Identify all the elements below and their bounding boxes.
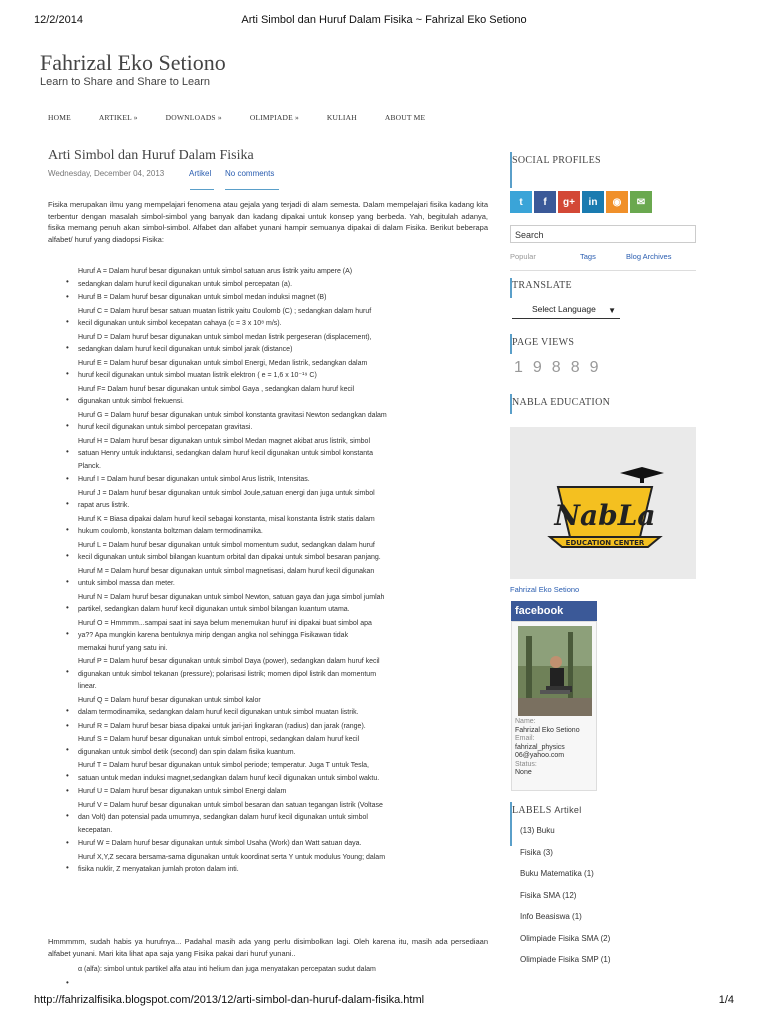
list-item-line: partikel, sedangkan dalam huruf kecil digunakan untuk simbol bilangan kuantum utama.: [78, 606, 350, 613]
list-item-line: dalam termodinamika, sedangkan dalam huruf kecil digunakan untuk simbol muatan listrik.: [78, 709, 359, 716]
tab-tags[interactable]: Tags: [580, 252, 596, 261]
list-item-line: Huruf J = Dalam huruf besar digunakan untuk simbol Joule,satuan energi dan juga untuk simbol: [78, 489, 375, 497]
fb-status-key: Status:: [515, 760, 537, 768]
meta-underline: [225, 189, 279, 190]
list-item-line: Huruf N = Dalam huruf besar digunakan untuk simbol Newton, satuan gaya dan juga simbol jumlah: [78, 593, 385, 601]
linkedin-icon[interactable]: in: [582, 191, 604, 213]
list-item-line: kecepatan.: [78, 826, 113, 834]
list-bullet: •: [66, 368, 69, 378]
print-url: http://fahrizalfisika.blogspot.com/2013/12/arti-simbol-dan-huruf-dalam-fisika.html: [34, 994, 425, 1006]
alpha-item: α (alfa): simbol untuk partikel alfa atau inti helium dan juga menyatakan percepatan sudut dalam: [78, 966, 376, 973]
list-item-line: sedangkan dalam huruf kecil digunakan untuk simbol percepatan (a).: [78, 280, 293, 288]
language-select[interactable]: [512, 304, 620, 322]
pageviews-heading: PAGE VIEWS: [512, 337, 575, 348]
chevron-down-icon: ▼: [608, 306, 616, 315]
list-item-line: kecil digunakan untuk simbol kecepatan cahaya (c = 3 x 10⁸ m/s).: [78, 320, 282, 327]
list-item-line: Huruf V = Dalam huruf besar digunakan untuk simbol besaran dan satuan tegangan listrik (Voltase: [78, 801, 383, 809]
list-item-line: Huruf I = Dalam huruf besar digunakan untuk simbol Arus listrik, Intensitas.: [78, 476, 310, 483]
nabla-heading: NABLA EDUCATION: [512, 397, 611, 408]
list-item-line: Huruf X,Y,Z secara bersama-sama digunakan untuk koordinat serta Y untuk modulus Young; dalam: [78, 853, 386, 861]
list-bullet: •: [66, 342, 69, 352]
list-item-line: rapat arus listrik.: [78, 502, 130, 509]
list-item-line: Huruf R = Dalam huruf besar biasa dipakai untuk jari-jari lingkaran (radius) dan jarak (range).: [78, 722, 366, 730]
heading-accent: [510, 822, 512, 846]
list-bullet: •: [66, 277, 69, 287]
tab-popular[interactable]: Popular: [510, 252, 536, 261]
list-bullet: •: [66, 720, 69, 730]
nav-downloads[interactable]: DOWNLOADS »: [165, 113, 222, 122]
list-bullet: •: [66, 446, 69, 456]
list-item-line: Huruf S = Dalam huruf besar digunakan untuk simbol entropi, sedangkan dalam huruf kecil: [78, 736, 360, 743]
list-bullet: •: [66, 474, 69, 483]
nav-home[interactable]: HOME: [48, 113, 71, 122]
list-item-line: kecil digunakan untuk simbol bilangan kuantum orbital dan dipakai untuk simbol besaran panjang.: [78, 554, 381, 561]
list-item-line: Huruf B = Dalam huruf besar digunakan untuk simbol medan induksi magnet (B): [78, 294, 327, 301]
list-item-line: dan Volt) dan potensial pada umumnya, sedangkan dalam huruf kecil digunakan untuk simbol: [78, 814, 368, 821]
list-item-line: Huruf U = Dalam huruf besar digunakan untuk simbol Energi dalam: [78, 788, 287, 795]
list-item: [78, 474, 474, 487]
labels-heading: [512, 805, 582, 816]
list-bullet: •: [66, 550, 69, 560]
list-item-line: satuan untuk medan induksi magnet,sedangkan dalam huruf kecil digunakan untuk simbol waktu.: [78, 774, 380, 782]
blog-description: Learn to Share and Share to Learn: [40, 76, 211, 88]
list-bullet: •: [66, 576, 69, 586]
list-item: [78, 488, 474, 513]
list-item: [78, 618, 474, 656]
fb-email: fahrizal_physics 06@yahoo.com: [515, 743, 565, 759]
post-closing: Hmmmmm, sudah habis ya hurufnya... Padahal masih ada yang perlu disimbolkan lagi. Oleh karena itu, masih ada persediaan alfabet yunani. Mari kita lihat apa saja yang Fisika pakai dari huruf yunani..: [48, 937, 488, 958]
list-bullet: •: [66, 786, 69, 795]
list-item-line: hukum coulomb, konstanta boltzman dalam termodinamika.: [78, 528, 263, 535]
list-item-line: Huruf A = Dalam huruf besar digunakan untuk simbol satuan arus listrik yaitu ampere (A): [78, 268, 353, 275]
nabla-logo-image[interactable]: [510, 427, 696, 579]
email-icon[interactable]: ✉: [630, 191, 652, 213]
list-item: [78, 410, 474, 435]
heading-accent: [510, 164, 512, 188]
list-item-line: satuan Henry untuk induktansi, sedangkan dalam huruf kecil digunakan untuk simbol konstanta: [78, 450, 373, 457]
list-item-line: linear.: [78, 683, 97, 690]
list-item: [78, 838, 474, 851]
list-item-line: Huruf E = Dalam huruf besar digunakan untuk simbol Energi, Medan listrik, sedangkan dalam: [78, 359, 368, 367]
search-input[interactable]: Search: [510, 225, 696, 243]
print-date: 12/2/2014: [34, 14, 83, 26]
social-icons: [510, 191, 652, 213]
fb-email-key: Email:: [515, 735, 535, 742]
list-item: [78, 292, 474, 305]
list-bullet: •: [66, 838, 69, 847]
post-comments-link[interactable]: No comments: [225, 169, 275, 178]
post-date: Wednesday, December 04, 2013: [48, 169, 165, 178]
labels-heading-text: LABELS: [512, 805, 552, 816]
list-item-line: fisika nuklir, Z menyatakan jumlah proton dalam inti.: [78, 866, 239, 873]
list-item-line: digunakan untuk simbol frekuensi.: [78, 398, 184, 405]
list-item: [78, 800, 474, 838]
list-item-line: untuk simbol massa dan meter.: [78, 580, 175, 587]
list-item: [78, 332, 474, 357]
list-bullet: •: [66, 862, 69, 872]
list-item-line: Huruf D = Dalam huruf besar digunakan untuk simbol medan listrik pergeseran (displacement),: [78, 333, 372, 341]
post-intro: Fisika merupakan ilmu yang mempelajari fenomena atau gejala yang terjadi di alam semesta. Dalam mempelajari fisika kadang kita terbentur dengan masalah simbol-simbol yang banyak dan kadang dipakai untuk konsep yang berbeda. Yah, begitulah adanya, fisika memang penuh akan simbol-simbol. Alfabet dan alfabet yunani hampir semuanya dipakai di dalam Fisika. Berikut beberapa alfabet/ huruf yang diadopsi Fisika:: [48, 200, 488, 244]
nabla-logo-subtext: EDUCATION CENTER: [565, 539, 645, 547]
print-title: Arti Simbol dan Huruf Dalam Fisika ~ Fahrizal Eko Setiono: [241, 14, 527, 26]
list-bullet: •: [66, 602, 69, 612]
list-item-line: Huruf W = Dalam huruf besar digunakan untuk simbol Usaha (Work) dan Watt satuan daya.: [78, 840, 362, 847]
fb-status: None: [515, 769, 532, 776]
label-link[interactable]: Olimpiade Fisika SMP (1): [520, 955, 611, 964]
label-link[interactable]: Info Beasiswa (1): [520, 912, 582, 921]
nav-about-me[interactable]: ABOUT ME: [384, 113, 426, 122]
list-bullet: •: [66, 628, 69, 638]
nabla-caption[interactable]: Fahrizal Eko Setiono: [510, 585, 580, 594]
list-item-line: huruf kecil digunakan untuk simbol muatan listrik elektron ( e = 1,6 x 10⁻¹⁹ C): [78, 372, 317, 379]
list-bullet: •: [66, 292, 69, 301]
nabla-logo-text: NabLa: [554, 499, 656, 532]
list-item: [78, 266, 474, 291]
label-link[interactable]: Fisika SMA (12): [520, 890, 577, 900]
fb-name: Fahrizal Eko Setiono: [515, 726, 580, 734]
list-item-line: Huruf P = Dalam huruf besar digunakan untuk simbol Daya (power), sedangkan dalam huruf kecil: [78, 658, 380, 665]
list-bullet: •: [66, 810, 69, 820]
list-item: [78, 306, 474, 331]
post-title: Arti Simbol dan Huruf Dalam Fisika: [48, 148, 254, 163]
list-bullet: •: [66, 420, 69, 430]
list-item: [78, 760, 474, 785]
list-bullet: •: [66, 498, 69, 508]
list-item-line: Huruf F= Dalam huruf besar digunakan untuk simbol Gaya , sedangkan dalam huruf kecil: [78, 385, 355, 393]
list-bullet: •: [66, 667, 69, 677]
meta-underline: [190, 189, 214, 190]
list-bullet: •: [66, 978, 69, 987]
nabla-logo: [510, 427, 696, 579]
facebook-badge-header[interactable]: facebook: [511, 601, 597, 621]
nav-artikel[interactable]: ARTIKEL »: [98, 113, 138, 122]
list-item: [78, 695, 474, 720]
list-item-line: Huruf G = Dalam huruf besar digunakan untuk simbol konstanta gravitasi Newton sedangkan dalam: [78, 411, 387, 419]
label-link[interactable]: Fisika (3): [520, 847, 553, 857]
rss-icon[interactable]: ◉: [606, 191, 628, 213]
list-item: [78, 786, 474, 799]
list-item: [78, 436, 474, 474]
blog-title[interactable]: Fahrizal Eko Setiono: [40, 50, 226, 75]
list-item: [78, 592, 474, 617]
list-item-line: digunakan untuk simbol detik (second) dan spin dalam fisika kuantum.: [78, 748, 296, 756]
list-item-line: sedangkan dalam huruf kecil digunakan untuk simbol jarak (distance): [78, 346, 293, 353]
list-item: [78, 384, 474, 409]
fb-name-key: Name:: [515, 718, 536, 725]
twitter-icon[interactable]: t: [510, 191, 532, 213]
list-bullet: •: [66, 771, 69, 781]
facebook-icon[interactable]: f: [534, 191, 556, 213]
label-link[interactable]: (13) Buku: [520, 826, 555, 835]
list-item: [78, 852, 474, 877]
tab-blog-archives[interactable]: Blog Archives: [626, 252, 672, 261]
list-item: [78, 514, 474, 539]
list-item-line: ya?? Apa mungkin karena bentuknya mirip dengan angka nol sehingga Fisikawan tidak: [78, 632, 349, 639]
tabs-divider: [510, 270, 696, 271]
list-item-line: Huruf H = Dalam huruf besar digunakan untuk simbol Medan magnet akibat arus listrik, simbol: [78, 437, 371, 445]
list-bullet: •: [66, 316, 69, 326]
list-item: [78, 734, 474, 759]
list-item-line: Huruf T = Dalam huruf besar digunakan untuk simbol periode; temperatur. Juga T untuk Tesla,: [78, 762, 369, 769]
list-item-line: Huruf K = Biasa dipakai dalam huruf kecil sebagai konstanta, misal konstanta listrik statis dalam: [78, 515, 375, 523]
language-select-value: Select Language: [532, 304, 596, 314]
list-item-line: digunakan untuk simbol tekanan (pressure); polarisasi listrik; momen dipol listrik dan momentum: [78, 670, 377, 678]
facebook-badge[interactable]: [511, 621, 597, 791]
list-item-line: Huruf M = Dalam huruf besar digunakan untuk simbol magnetisasi, dalam huruf kecil digunakan: [78, 567, 375, 575]
list-item-line: Huruf Q = Dalam huruf besar digunakan untuk simbol kalor: [78, 696, 261, 704]
post-label-link[interactable]: Artikel: [189, 169, 212, 178]
facebook-info: [515, 718, 595, 778]
list-bullet: •: [66, 394, 69, 404]
label-link[interactable]: Olimpiade Fisika SMA (2): [520, 933, 611, 943]
list-item-line: Huruf O = Hmmmm...sampai saat ini saya belum menemukan huruf ini dipakai buat simbol apa: [78, 619, 372, 627]
list-item-line: Huruf C = Dalam huruf besar satuan muatan listrik yaitu Coulomb (C) ; sedangkan dalam huruf: [78, 307, 372, 315]
label-link[interactable]: Buku Matematika (1): [520, 869, 594, 878]
list-item-line: Huruf L = Dalam huruf besar digunakan untuk simbol momentum sudut, sedangkan dalam huruf: [78, 541, 375, 549]
nav-kuliah[interactable]: KULIAH: [326, 113, 357, 122]
list-bullet: •: [66, 524, 69, 534]
select-underline: [512, 318, 620, 319]
list-item-line: memakai huruf yang satu ini.: [78, 644, 168, 652]
print-page-number: 1/4: [718, 994, 734, 1006]
translate-heading: TRANSLATE: [512, 280, 572, 291]
labels-subheading: Artikel: [554, 805, 582, 815]
list-bullet: •: [66, 705, 69, 715]
list-item: [78, 721, 474, 734]
pageviews-counter: 19889: [514, 359, 609, 376]
list-item: [78, 656, 474, 694]
nav-olimpiade[interactable]: OLIMPIADE »: [249, 113, 299, 122]
list-item: [78, 358, 474, 383]
list-item: [78, 566, 474, 591]
list-item: [78, 540, 474, 565]
profile-photo: [518, 626, 592, 716]
list-bullet: •: [66, 745, 69, 755]
list-item-line: Planck.: [78, 462, 101, 470]
main-nav: [48, 113, 453, 122]
googleplus-icon[interactable]: g+: [558, 191, 580, 213]
list-item-line: huruf kecil digunakan untuk simbol percepatan gravitasi.: [78, 424, 253, 431]
social-heading: SOCIAL PROFILES: [512, 155, 601, 166]
